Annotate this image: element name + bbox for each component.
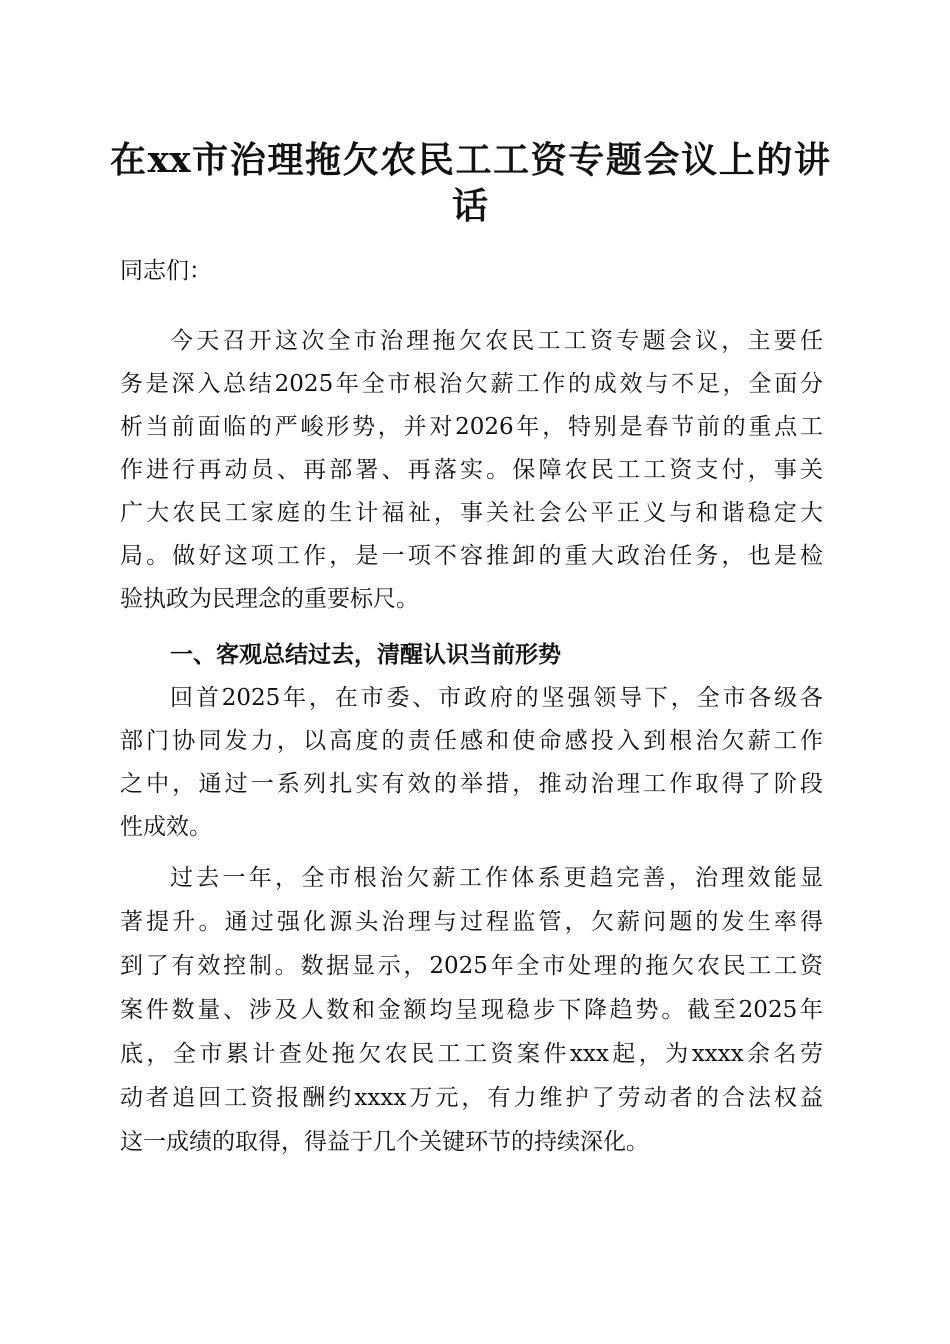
paragraph-line: 动者追回工资报酬约xxxx万元，有力维护了劳动者的合法权益	[120, 1085, 823, 1111]
paragraph-line: 今天召开这次全市治理拖欠农民工工资专题会议，主要任	[170, 328, 823, 354]
paragraph-line: 过去一年，全市根治欠薪工作体系更趋完善，治理效能显	[170, 865, 823, 891]
paragraph-line: 广大农民工家庭的生计福祉，事关社会公平正义与和谐稳定大	[120, 500, 823, 526]
paragraph-line: 案件数量、涉及人数和金额均呈现稳步下降趋势。截至2025年	[120, 997, 823, 1023]
section-heading-1: 一、客观总结过去，清醒认识当前形势	[170, 642, 561, 668]
paragraph-line: 到了有效控制。数据显示，2025年全市处理的拖欠农民工工资	[120, 953, 823, 979]
paragraph-line: 之中，通过一系列扎实有效的举措，推动治理工作取得了阶段	[120, 771, 823, 797]
paragraph-line: 作进行再动员、再部署、再落实。保障农民工工资支付，事关	[120, 457, 823, 483]
paragraph-line: 底，全市累计查处拖欠农民工工资案件xxx起，为xxxx余名劳	[120, 1041, 823, 1067]
paragraph-line: 部门协同发力，以高度的责任感和使命感投入到根治欠薪工作	[120, 728, 823, 754]
salutation: 同志们：	[120, 258, 212, 284]
paragraph-line: 著提升。通过强化源头治理与过程监管，欠薪问题的发生率得	[120, 909, 823, 935]
document-title-line-1: 在xx市治理拖欠农民工工资专题会议上的讲	[110, 139, 830, 181]
paragraph-line: 务是深入总结2025年全市根治欠薪工作的成效与不足，全面分	[120, 371, 823, 397]
paragraph-line: 析当前面临的严峻形势，并对2026年，特别是春节前的重点工	[120, 414, 823, 440]
paragraph-line: 局。做好这项工作，是一项不容推卸的重大政治任务，也是检	[120, 543, 823, 569]
paragraph-line: 这一成绩的取得，得益于几个关键环节的持续深化。	[120, 1129, 649, 1155]
paragraph-line: 性成效。	[120, 814, 212, 840]
paragraph-line: 回首2025年，在市委、市政府的坚强领导下，全市各级各	[170, 685, 823, 711]
document-title-line-2: 话	[451, 185, 488, 227]
paragraph-line: 验执政为民理念的重要标尺。	[120, 586, 419, 612]
